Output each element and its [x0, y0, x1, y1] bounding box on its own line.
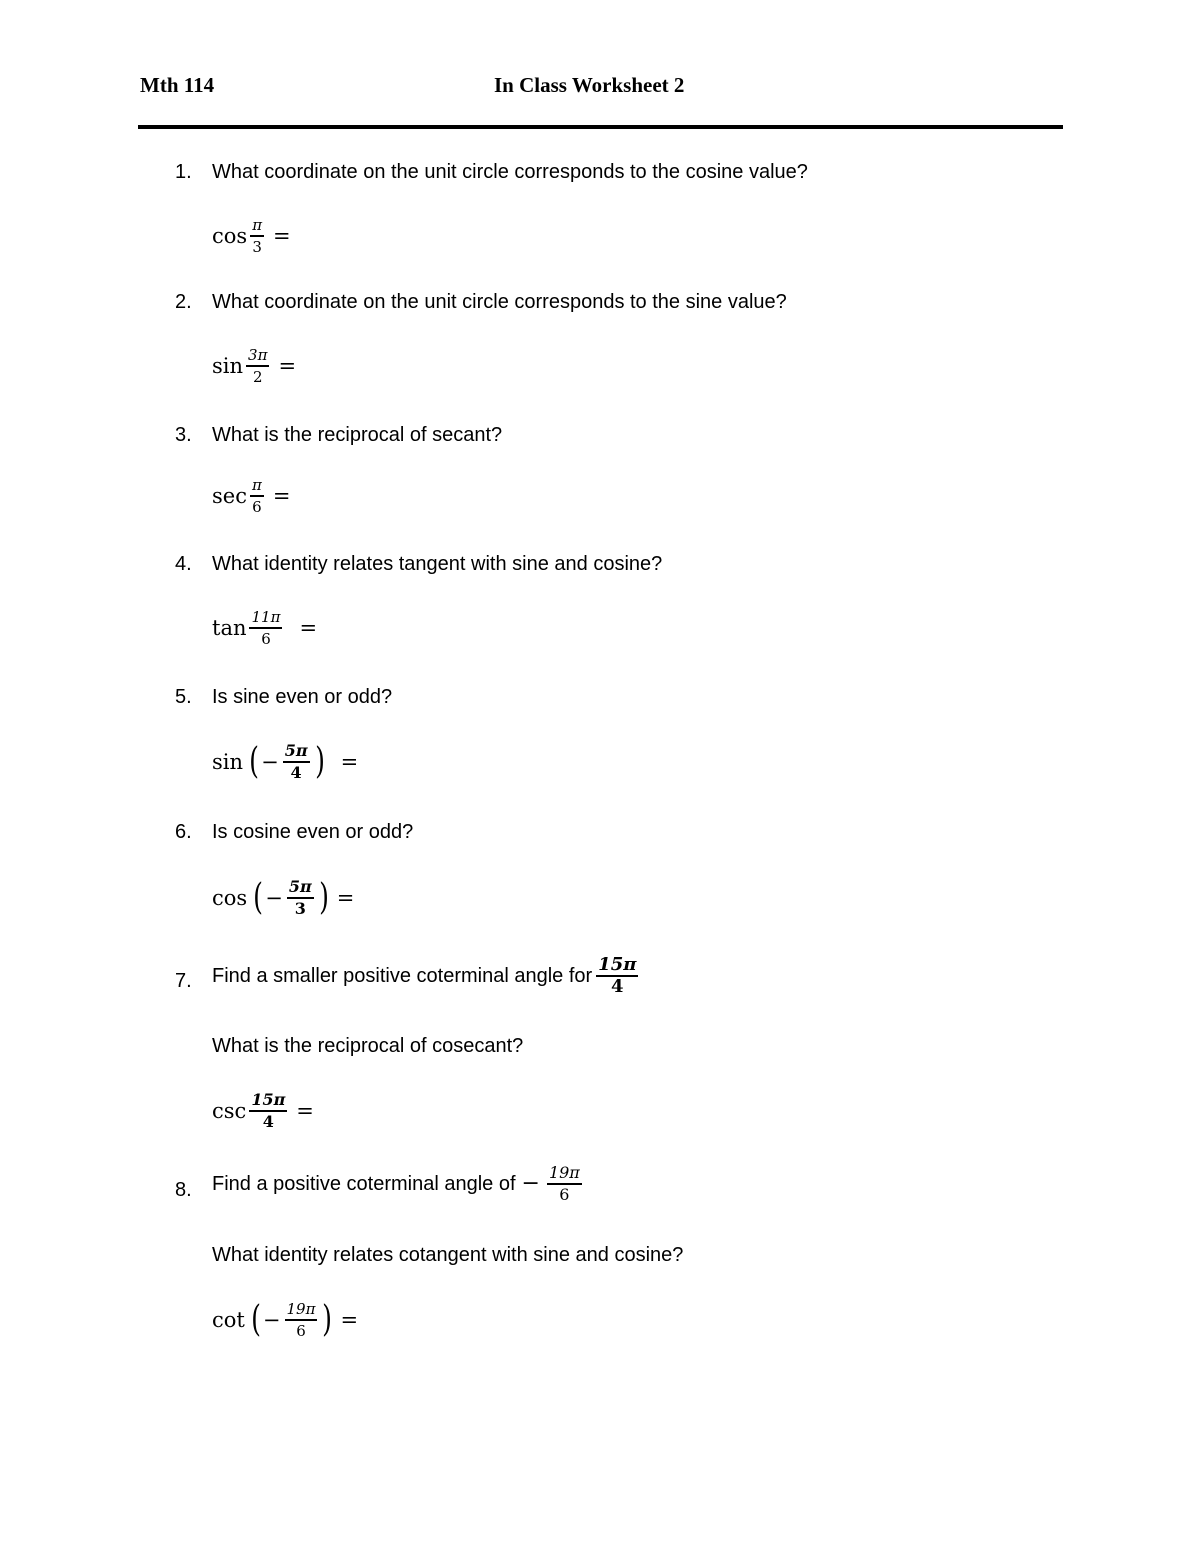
question-text: Find a smaller positive coterminal angle for: [212, 965, 593, 987]
fraction-numerator: 11π: [249, 608, 282, 629]
fraction: [287, 878, 314, 918]
question-number: 5.: [175, 686, 192, 708]
right-parenthesis: ): [318, 877, 329, 918]
fraction-numerator: 15π: [249, 1091, 287, 1112]
fraction-denominator: 6: [252, 498, 262, 516]
question-text: Is sine even or odd?: [212, 686, 393, 708]
question-number: 1.: [175, 161, 192, 183]
fraction-denominator: 3: [294, 899, 306, 918]
equals-sign: =: [273, 224, 291, 248]
header-divider: [138, 125, 1063, 129]
equals-sign: =: [296, 1099, 314, 1123]
function-name: sin: [212, 750, 244, 774]
function-name: sec: [212, 484, 247, 508]
minus-sign: −: [262, 1308, 281, 1332]
equals-sign: =: [299, 616, 318, 640]
question-text-row: [212, 956, 641, 996]
equals-sign: =: [340, 750, 359, 774]
math-expression: [212, 608, 317, 648]
equals-sign: =: [278, 354, 297, 378]
fraction: [249, 1091, 287, 1131]
fraction-numerator: 5π: [287, 878, 314, 899]
right-parenthesis: ): [322, 1299, 333, 1340]
question-subtext: What identity relates cotangent with sine and cosine?: [212, 1244, 684, 1266]
function-name: cos: [212, 224, 248, 248]
fraction-numerator: π: [250, 216, 264, 237]
question-subtext: What is the reciprocal of cosecant?: [212, 1035, 524, 1057]
math-expression: [212, 742, 358, 782]
fraction-denominator: 4: [611, 976, 624, 997]
worksheet-title: In Class Worksheet 2: [494, 73, 685, 97]
function-name: sin: [212, 354, 244, 378]
angle-fraction: [596, 956, 638, 996]
function-name: tan: [212, 616, 247, 640]
question-number: 4.: [175, 553, 192, 575]
fraction-denominator: 6: [261, 630, 271, 648]
equals-sign: =: [336, 886, 355, 910]
minus-sign: −: [521, 1171, 540, 1196]
fraction-denominator: 6: [559, 1185, 570, 1204]
question-text: What coordinate on the unit circle corresponds to the sine value?: [212, 291, 787, 313]
fraction-denominator: 3: [252, 238, 262, 256]
question-number: 6.: [175, 821, 192, 843]
math-expression: [212, 1091, 314, 1131]
fraction-denominator: 6: [296, 1322, 306, 1340]
angle-fraction: [547, 1164, 582, 1204]
fraction: [246, 346, 269, 386]
function-name: cot: [212, 1308, 245, 1332]
math-expression: [212, 878, 354, 918]
question-number: 2.: [175, 291, 192, 313]
function-name: csc: [212, 1099, 247, 1123]
fraction-numerator: 5π: [283, 742, 310, 763]
right-parenthesis: ): [314, 741, 325, 782]
course-code: Mth 114: [140, 73, 215, 97]
question-text: Is cosine even or odd?: [212, 821, 414, 843]
question-text: What is the reciprocal of secant?: [212, 424, 503, 446]
minus-sign: −: [265, 886, 283, 910]
left-parenthesis: (: [250, 1299, 261, 1340]
fraction: [249, 608, 282, 648]
fraction: [250, 476, 264, 516]
fraction-denominator: 4: [262, 1112, 274, 1131]
question-number: 3.: [175, 424, 192, 446]
fraction: [250, 216, 264, 256]
fraction: [283, 742, 310, 782]
fraction: [285, 1300, 318, 1340]
question-number: 7.: [175, 970, 192, 992]
function-name: cos: [212, 886, 248, 910]
question-text: What coordinate on the unit circle corresponds to the cosine value?: [212, 161, 808, 183]
math-expression: [212, 476, 290, 516]
fraction-numerator: 19π: [285, 1300, 318, 1321]
left-parenthesis: (: [253, 877, 264, 918]
fraction-numerator: π: [250, 476, 264, 497]
question-text: What identity relates tangent with sine and cosine?: [212, 553, 663, 575]
equals-sign: =: [272, 484, 291, 508]
question-text-row: [212, 1164, 585, 1204]
math-expression: [212, 1300, 358, 1340]
fraction-numerator: 15π: [598, 954, 637, 975]
question-number: 8.: [175, 1179, 192, 1201]
left-parenthesis: (: [249, 741, 259, 782]
minus-sign: −: [261, 750, 279, 774]
question-text: Find a positive coterminal angle of: [212, 1173, 516, 1195]
fraction-denominator: 2: [252, 368, 263, 386]
fraction-denominator: 4: [290, 763, 302, 782]
fraction-numerator: 19π: [547, 1164, 582, 1185]
equals-sign: =: [340, 1308, 359, 1332]
math-expression: [212, 216, 291, 256]
fraction-numerator: 3π: [246, 346, 269, 367]
math-expression: [212, 346, 296, 386]
